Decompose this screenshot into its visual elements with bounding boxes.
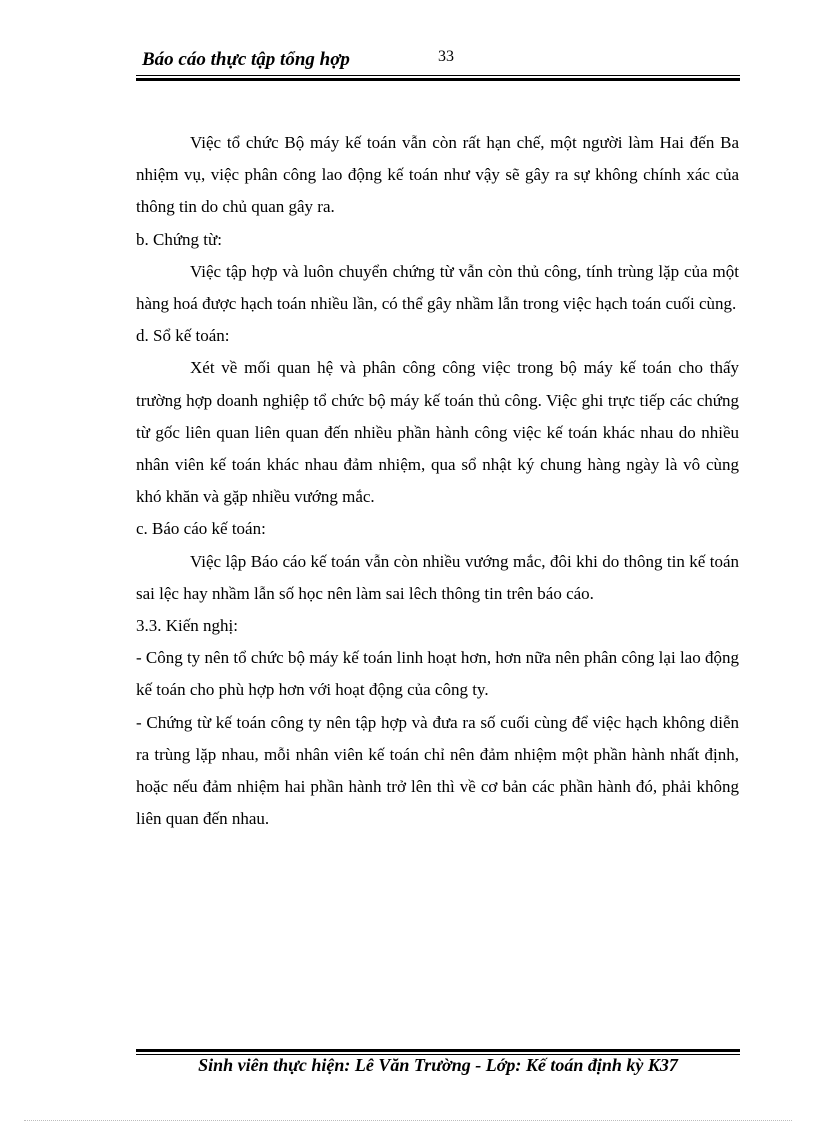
paragraph-organization: Việc tổ chức Bộ máy kế toán vẫn còn rất hạn chế, một người làm Hai đến Ba nhiệm vụ, việc phân công lao động kế toán như vậy sẽ gây ra sự không chính xác của thông tin do chủ quan gây ra.: [136, 133, 739, 217]
heading-vouchers: b. Chứng từ:: [136, 229, 222, 249]
page-edge-divider: [24, 1120, 792, 1121]
document-body: [136, 127, 739, 835]
footer-author: Sinh viên thực hiện: Lê Văn Trường - Lớp: Kế toán định kỳ K37: [198, 1055, 678, 1075]
recommendation-item: - Chứng từ kế toán công ty nên tập hợp và đưa ra số cuối cùng để việc hạch không diễn ra trùng lặp nhau, mỗi nhân viên kế toán chỉ nên đảm nhiệm một phần hành nhất định, hoặc nếu đảm nhiệm hai phần hành trở lên thì về cơ bản các phần hành đó, phải không liên quan đến nhau.: [136, 712, 739, 829]
recommendation-item: - Công ty nên tổ chức bộ máy kế toán linh hoạt hơn, hơn nữa nên phân công lại lao động kế toán cho phù hợp hơn với hoạt động của công ty.: [136, 648, 739, 700]
paragraph-vouchers: Việc tập hợp và luôn chuyển chứng từ vẫn còn thủ công, tính trùng lặp của một hàng hoá được hạch toán nhiều lần, có thể gây nhầm lẫn trong việc hạch toán cuối cùng.: [136, 261, 739, 314]
header-rule-thick: [136, 78, 740, 81]
paragraph-ledgers: Xét về mối quan hệ và phân công công việc trong bộ máy kế toán cho thấy trường hợp doanh nghiệp tổ chức bộ máy kế toán thủ công. Việc ghi trực tiếp các chứng từ gốc liên quan liên quan đến nhiều phần hành công việc kế toán khác nhau do nhiều nhân viên kế toán khác nhau đảm nhiệm, qua sổ nhật ký chung hàng ngày là vô cùng khó khăn và gặp nhiều vướng mắc.: [136, 358, 739, 507]
page-footer: [136, 1045, 740, 1085]
heading-recommendations: 3.3. Kiến nghị:: [136, 616, 238, 636]
page-number: 33: [438, 48, 454, 65]
report-title: Báo cáo thực tập tổng hợp: [142, 49, 350, 70]
paragraph-reports: Việc lập Báo cáo kế toán vẫn còn nhiều vướng mắc, đôi khi do thông tin kế toán sai lệc hay nhầm lẫn số học nên làm sai lêch thông tin trên báo cáo.: [136, 551, 739, 603]
header-rule-thin: [136, 75, 740, 76]
footer-rule-thick: [136, 1049, 740, 1052]
heading-ledgers: d. Sổ kế toán:: [136, 326, 230, 346]
heading-reports: c. Báo cáo kế toán:: [136, 519, 266, 539]
page-header: [136, 46, 740, 86]
